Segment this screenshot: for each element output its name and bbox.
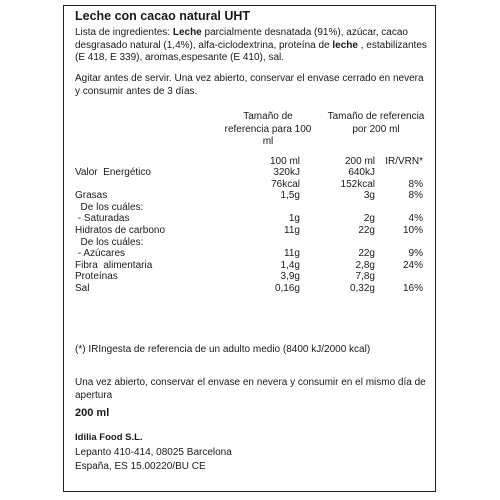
col-100ml: 100 ml xyxy=(269,156,300,167)
value-ir: 8% xyxy=(408,178,423,190)
ingredients-list xyxy=(75,27,430,65)
value-per-200ml: 2g xyxy=(363,213,375,225)
value-ir: 16% xyxy=(402,283,423,294)
nutrient-label: - Azúcares xyxy=(75,248,126,260)
nutrient-label: - Saturadas xyxy=(75,213,130,225)
value-ir: 8% xyxy=(408,190,423,202)
col-200ml: 200 ml xyxy=(344,156,375,167)
value-per-200ml: 2,8g xyxy=(355,259,375,271)
header-per-100ml: Tamaño de referencia para 100 ml xyxy=(224,111,312,147)
company-name: Idilia Food S.L. xyxy=(75,432,143,443)
value-ir: 4% xyxy=(408,213,423,225)
ingredient-text: parcialmente desnatada (91%), azúcar, cacao desgrasado natural (1,4%), alfa-ciclodextrina, proteína de xyxy=(75,27,408,51)
value-ir: 9% xyxy=(408,248,423,260)
storage-instructions: Una vez abierto, conservar el envase en nevera y consumir en el mismo día de apertura xyxy=(75,377,426,401)
ingredient-allergen-milk: Leche xyxy=(172,27,202,38)
value-per-100ml: 1,4g xyxy=(280,259,300,271)
value-per-100ml: 11g xyxy=(284,248,300,260)
value-per-200ml: 3g xyxy=(363,190,375,202)
value-per-100ml: 3,9g xyxy=(280,271,300,283)
col-ir: IR/VRN* xyxy=(385,156,423,167)
value-per-200ml: 640kJ xyxy=(348,167,375,178)
ingredient-text-2: , estabilizantes (E 418, E 339), aromas,espesante (E 410), sal. xyxy=(75,39,427,64)
value-per-200ml: 0,32g xyxy=(349,283,375,294)
nutrient-label: Valor Energético xyxy=(75,167,151,178)
company-address: Lepanto 410-414, 08025 Barcelona xyxy=(75,447,232,458)
value-per-100ml: 1g xyxy=(288,213,300,225)
net-volume: 200 ml xyxy=(75,407,110,419)
value-per-200ml: 22g xyxy=(358,225,375,236)
company-registry: España, ES 15.00220/BU CE xyxy=(75,461,206,472)
value-per-200ml: 22g xyxy=(358,248,375,260)
nutrient-label: Hidratos de carbono xyxy=(75,225,166,236)
value-per-100ml: 76kcal xyxy=(271,178,300,190)
value-ir: 24% xyxy=(402,259,423,271)
value-per-100ml: 11g xyxy=(284,225,300,236)
nutrient-label: Fibra alimentaria xyxy=(75,259,153,271)
value-ir: 10% xyxy=(402,225,423,236)
nutrient-label: De los cuáles: xyxy=(75,201,144,213)
serving-instructions: Agitar antes de servir. Una vez abierto, conservar el envase cerrado en nevera y consumir antes de 3 días. xyxy=(75,73,424,97)
ingredients-label: Lista de ingredientes: xyxy=(75,27,173,38)
nutrient-label: Grasas xyxy=(75,190,108,202)
value-per-200ml: 152kcal xyxy=(340,178,375,190)
value-per-100ml: 320kJ xyxy=(273,167,300,178)
nutrient-label: De los cuáles: xyxy=(75,236,144,248)
value-per-100ml: 0,16g xyxy=(274,283,300,294)
header-per-200ml: Tamaño de referencia por 200 ml xyxy=(327,111,425,135)
nutrient-label: Sal xyxy=(75,283,90,294)
product-title: Leche con cacao natural UHT xyxy=(75,9,251,23)
value-per-200ml: 7,8g xyxy=(355,271,375,283)
footnote: (*) IRIngesta de referencia de un adulto medio (8400 kJ/2000 kcal) xyxy=(75,344,371,355)
ingredient-allergen-milk-2: leche xyxy=(332,39,358,51)
value-per-100ml: 1,5g xyxy=(280,190,300,202)
nutrient-label: Proteínas xyxy=(75,271,118,283)
